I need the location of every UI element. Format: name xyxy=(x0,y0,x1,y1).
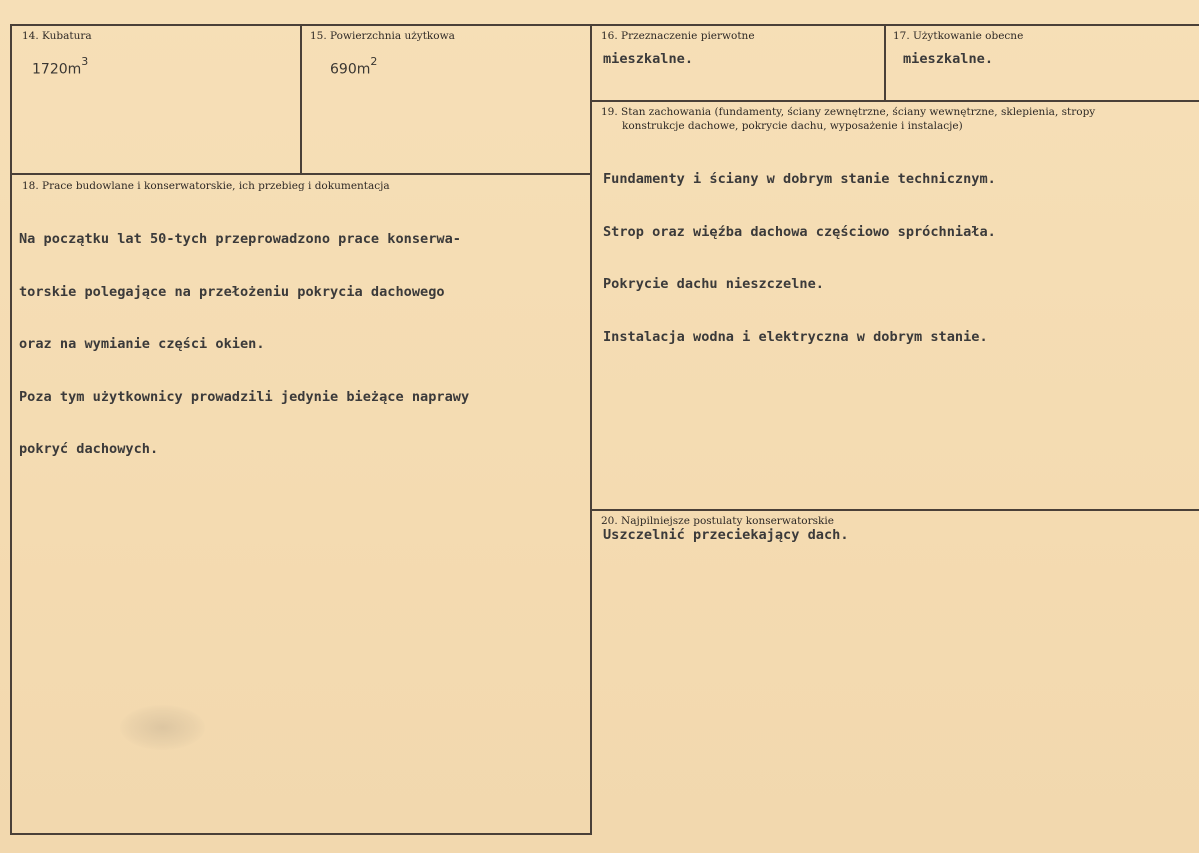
field-19-label-line-2: konstrukcje dachowe, pokrycie dachu, wyposażenie i instalacje) xyxy=(622,120,963,132)
field-17-label: 17. Użytkowanie obecne xyxy=(893,30,1024,42)
field-14-number: 1720m xyxy=(32,61,82,78)
rule-above-20 xyxy=(592,509,1199,511)
field-15-number: 690m xyxy=(330,61,371,78)
field-18-line: Na początku lat 50-tych przeprowadzono prace konserwa- xyxy=(19,231,461,247)
rule-below-16-17 xyxy=(592,100,1199,102)
field-15-exponent: 2 xyxy=(370,55,378,68)
field-19-label xyxy=(601,105,1176,133)
field-20-value: Uszczelnić przeciekający dach. xyxy=(603,527,849,543)
divider-16-17 xyxy=(884,24,886,101)
field-18-line: Poza tym użytkownicy prowadzili jedynie bieżące naprawy xyxy=(19,388,470,405)
field-19-line: Pokrycie dachu nieszczelne. xyxy=(603,276,824,292)
field-19-line: Instalacja wodna i elektryczna w dobrym stanie. xyxy=(603,328,988,345)
center-divider xyxy=(590,24,592,835)
field-14-label: 14. Kubatura xyxy=(22,30,92,42)
field-16-value: mieszkalne. xyxy=(603,51,694,67)
field-18-line: torskie polegające na przełożeniu pokrycia dachowego xyxy=(19,283,445,300)
field-15-label: 15. Powierzchnia użytkowa xyxy=(310,30,455,42)
field-18-line: pokryć dachowych. xyxy=(19,441,159,457)
field-18-line: oraz na wymianie części okien. xyxy=(19,336,265,352)
field-14-exponent: 3 xyxy=(81,55,89,68)
ink-smudge xyxy=(120,705,205,750)
field-20-label: 20. Najpilniejsze postulaty konserwatorskie xyxy=(601,515,834,527)
field-17-value: mieszkalne. xyxy=(903,51,994,67)
field-18-label: 18. Prace budowlane i konserwatorskie, ich przebieg i dokumentacja xyxy=(22,180,390,192)
field-15-value xyxy=(330,55,378,78)
field-19-line: Strop oraz więźba dachowa częściowo spróchniała. xyxy=(603,223,996,240)
divider-14-15 xyxy=(300,24,302,174)
field-19-text xyxy=(603,136,996,381)
field-19-line: Fundamenty i ściany w dobrym stanie technicznym. xyxy=(603,171,996,187)
field-18-text xyxy=(19,196,469,494)
bottom-rule xyxy=(10,833,592,835)
top-rule xyxy=(10,24,1199,26)
field-14-value xyxy=(32,55,89,78)
left-border xyxy=(10,24,12,835)
field-19-label-line-1: 19. Stan zachowania (fundamenty, ściany zewnętrzne, ściany wewnętrzne, sklepienia, stropy xyxy=(601,106,1096,118)
field-16-label: 16. Przeznaczenie pierwotne xyxy=(601,30,755,42)
